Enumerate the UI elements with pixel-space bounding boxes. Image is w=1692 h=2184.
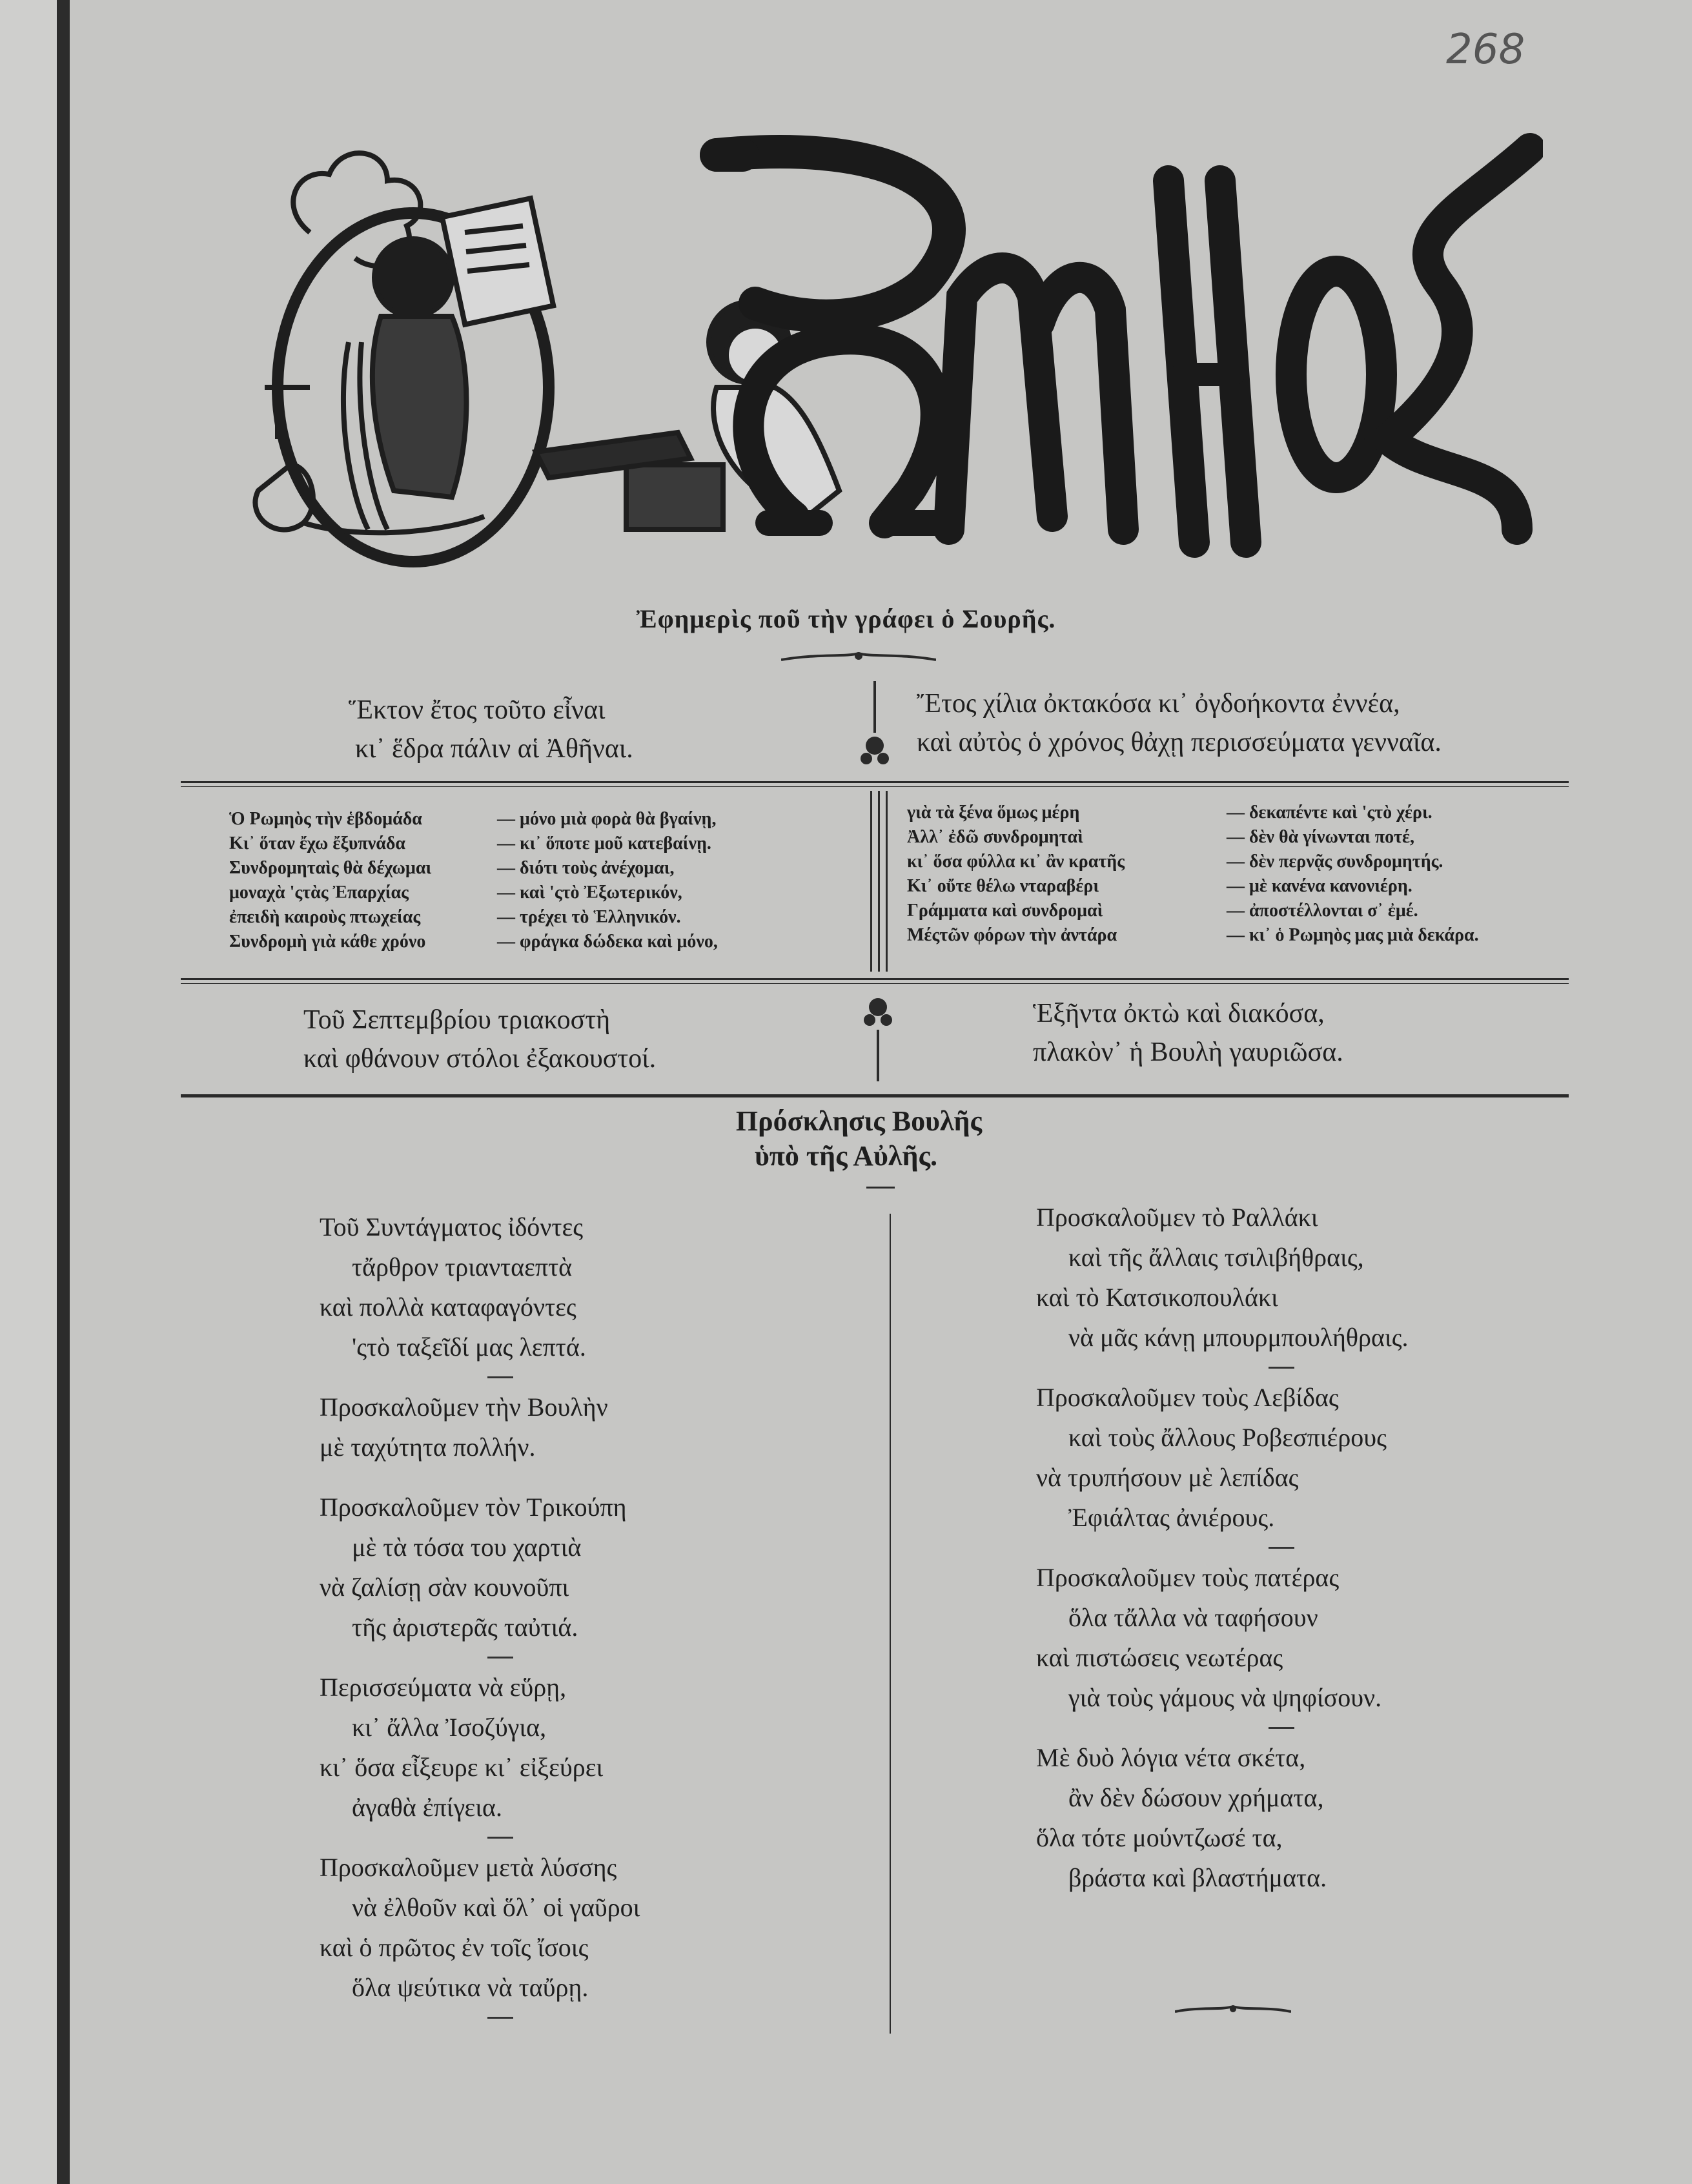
terms-row: ἐπειδὴ καιροὺς πτωχείας — τρέχει τὸ Ἑλληνικόν. — [229, 907, 681, 927]
terms-row: Συνδρομηταὶς θὰ δέχωμαι — διότι τοὺς ἀνέχομαι, — [229, 858, 675, 878]
stanza: Τοῦ Συντάγματος ἰδόντες τἄρθρον τριανταεπτὰ καὶ πολλὰ καταφαγόντες 'ςτὸ ταξεῖδί μας λεπτά. — [320, 1212, 586, 1362]
masthead-illustration — [255, 153, 839, 562]
terms-row: Κι᾽ ὅταν ἔχω ἔξυπνάδα — κι᾽ ὅποτε μοῦ κατεβαίνῃ. — [229, 833, 711, 853]
stanza-separator — [487, 1376, 513, 1378]
subtitle-flourish — [781, 646, 936, 671]
date-left-line: Τοῦ Σεπτεμβρίου τριακοστὴ — [303, 1005, 611, 1035]
year-left-line: κι᾽ ἕδρα πάλιν αἱ Ἀθῆναι. — [355, 734, 633, 764]
terms-row: Συνδρομὴ γιὰ κάθε χρόνο — φράγκα δώδεκα καὶ μόνο, — [229, 932, 718, 952]
stanza: Περισσεύματα νὰ εὕρῃ, κι᾽ ἄλλα Ἰσοζύγια, κι᾽ ὅσα εἶξευρε κι᾽ εἰξεύρει ἀγαθὰ ἐπίγεια. — [320, 1673, 604, 1822]
terms-divider — [886, 791, 888, 972]
rule — [181, 1094, 1569, 1097]
stanza-separator — [487, 2017, 513, 2019]
terms-row: Ἀλλ᾽ ἐδῶ συνδρομηταὶ — δὲν θὰ γίνωνται ποτέ, — [907, 827, 1414, 847]
date-left-line: καὶ φθάνουν στόλοι ἐξακουστοί. — [303, 1044, 657, 1074]
poem-right-column — [1036, 1198, 1409, 1898]
year-right — [917, 684, 1627, 762]
stanza: Μὲ δυὸ λόγια νέτα σκέτα, ἂν δὲν δώσουν χρήματα, ὅλα τότε μούντζωσέ τα, βράστα καὶ βλαστήματα. — [1036, 1743, 1327, 1892]
terms-row: γιὰ τὰ ξένα ὅμως μέρη — δεκαπέντε καὶ 'ςτὸ χέρι. — [907, 802, 1432, 822]
rule — [181, 983, 1569, 984]
page-number: 268 — [1446, 26, 1525, 74]
terms-row: κι᾽ ὅσα φύλλα κι᾽ ἂν κρατῆς — δὲν περνᾷς συνδρομητής. — [907, 852, 1443, 872]
stanza-separator — [1269, 1547, 1294, 1549]
masthead — [239, 129, 1543, 568]
stanza-gap — [487, 1476, 513, 1478]
ornament-column — [859, 681, 891, 771]
poem-title-line: ὑπὸ τῆς Αὐλῆς. — [754, 1140, 938, 1172]
stanza: Προσκαλοῦμεν μετὰ λύσσης νὰ ἐλθοῦν καὶ ὅλ᾽ οἱ γαῦροι καὶ ὁ πρῶτος ἐν τοῖς ἴσοις ὅλα ψεύτικα νὰ ταὔρῃ. — [320, 1853, 640, 2002]
column-divider — [890, 1214, 891, 2034]
poem-left-column — [320, 1207, 640, 2028]
year-right-line: καὶ αὐτὸς ὁ χρόνος θἀχῃ περισσεύματα γενναῖα. — [917, 728, 1442, 757]
date-right-line: πλακὸν᾽ ἡ Βουλὴ γαυριῶσα. — [1033, 1037, 1343, 1067]
ornament-column — [862, 994, 894, 1085]
subtitle: Ἐφημερὶς ποῦ τὴν γράφει ὁ Σουρῆς. — [636, 604, 1056, 633]
terms-divider — [878, 791, 880, 972]
stanza: Προσκαλοῦμεν τὸν Τρικούπη μὲ τὰ τόσα του χαρτιὰ νὰ ζαλίσῃ σὰν κουνοῦπι τῆς ἀριστερᾶς ταὐτιά. — [320, 1493, 627, 1642]
stanza: Προσκαλοῦμεν τοὺς Λεβίδας καὶ τοὺς ἄλλους Ροβεσπιέρους νὰ τρυπήσουν μὲ λεπίδας Ἐφιάλτας ἀνιέρους. — [1036, 1383, 1387, 1532]
binding-strip — [57, 0, 70, 2184]
title-dash — [866, 1187, 895, 1189]
stanza-separator — [487, 1657, 513, 1658]
rule — [181, 781, 1569, 783]
date-right-line: Ἑξῆντα ὀκτὼ καὶ διακόσα, — [1033, 999, 1325, 1028]
scan-margin — [0, 0, 61, 2184]
year-left-line: Ἕκτον ἔτος τοῦτο εἶναι — [349, 695, 606, 725]
terms-row: Κι᾽ οὔτε θέλω νταραβέρι — μὲ κανένα κανονιέρη. — [907, 876, 1412, 896]
stanza: Προσκαλοῦμεν τὴν Βουλὴν μὲ ταχύτητα πολλήν. — [320, 1393, 608, 1462]
terms-row: Μέςτῶν φόρων τὴν ἀντάρα — κι᾽ ὁ Ρωμηὸς μας μιὰ δεκάρα. — [907, 925, 1479, 945]
stanza-separator — [487, 1837, 513, 1839]
stanza: Προσκαλοῦμεν τὸ Ραλλάκι καὶ τῆς ἄλλαις τσιλιβήθραις, καὶ τὸ Κατσικοπουλάκι νὰ μᾶς κάνῃ μπουρμπουλήθραις. — [1036, 1203, 1409, 1352]
rule — [181, 786, 1569, 787]
year-right-line: Ἔτος χίλια ὀκτακόσα κι᾽ ὀγδοήκοντα ἐννέα, — [917, 689, 1400, 719]
terms-row: μοναχὰ 'ςτὰς Ἐπαρχίας — καὶ 'ςτὸ Ἐξωτερικόν, — [229, 883, 682, 903]
poem-title-line: Πρόσκλησις Βουλῆς — [735, 1105, 983, 1137]
stanza-separator — [1269, 1367, 1294, 1369]
stanza-separator — [1269, 1727, 1294, 1729]
terms-row: Ὁ Ρωμηὸς τὴν ἑβδομάδα — μόνο μιὰ φορὰ θὰ βγαίνῃ, — [229, 809, 717, 829]
date-right — [1033, 994, 1614, 1072]
terms-row: Γράμματα καὶ συνδρομαὶ — ἀποστέλλονται σ᾽ ἐμέ. — [907, 901, 1418, 921]
poem-title — [0, 1104, 1692, 1174]
terms-left — [229, 807, 718, 954]
stanza: Προσκαλοῦμεν τοὺς πατέρας ὅλα τἄλλα νὰ ταφήσουν καὶ πιστώσεις νεωτέρας γιὰ τοὺς γάμους νὰ ψηφίσουν. — [1036, 1563, 1382, 1712]
terms-right — [907, 801, 1479, 948]
date-left — [303, 1001, 820, 1078]
terms-divider — [870, 791, 872, 972]
year-left — [349, 691, 826, 768]
rule — [181, 978, 1569, 980]
end-flourish — [1175, 2001, 1291, 2021]
